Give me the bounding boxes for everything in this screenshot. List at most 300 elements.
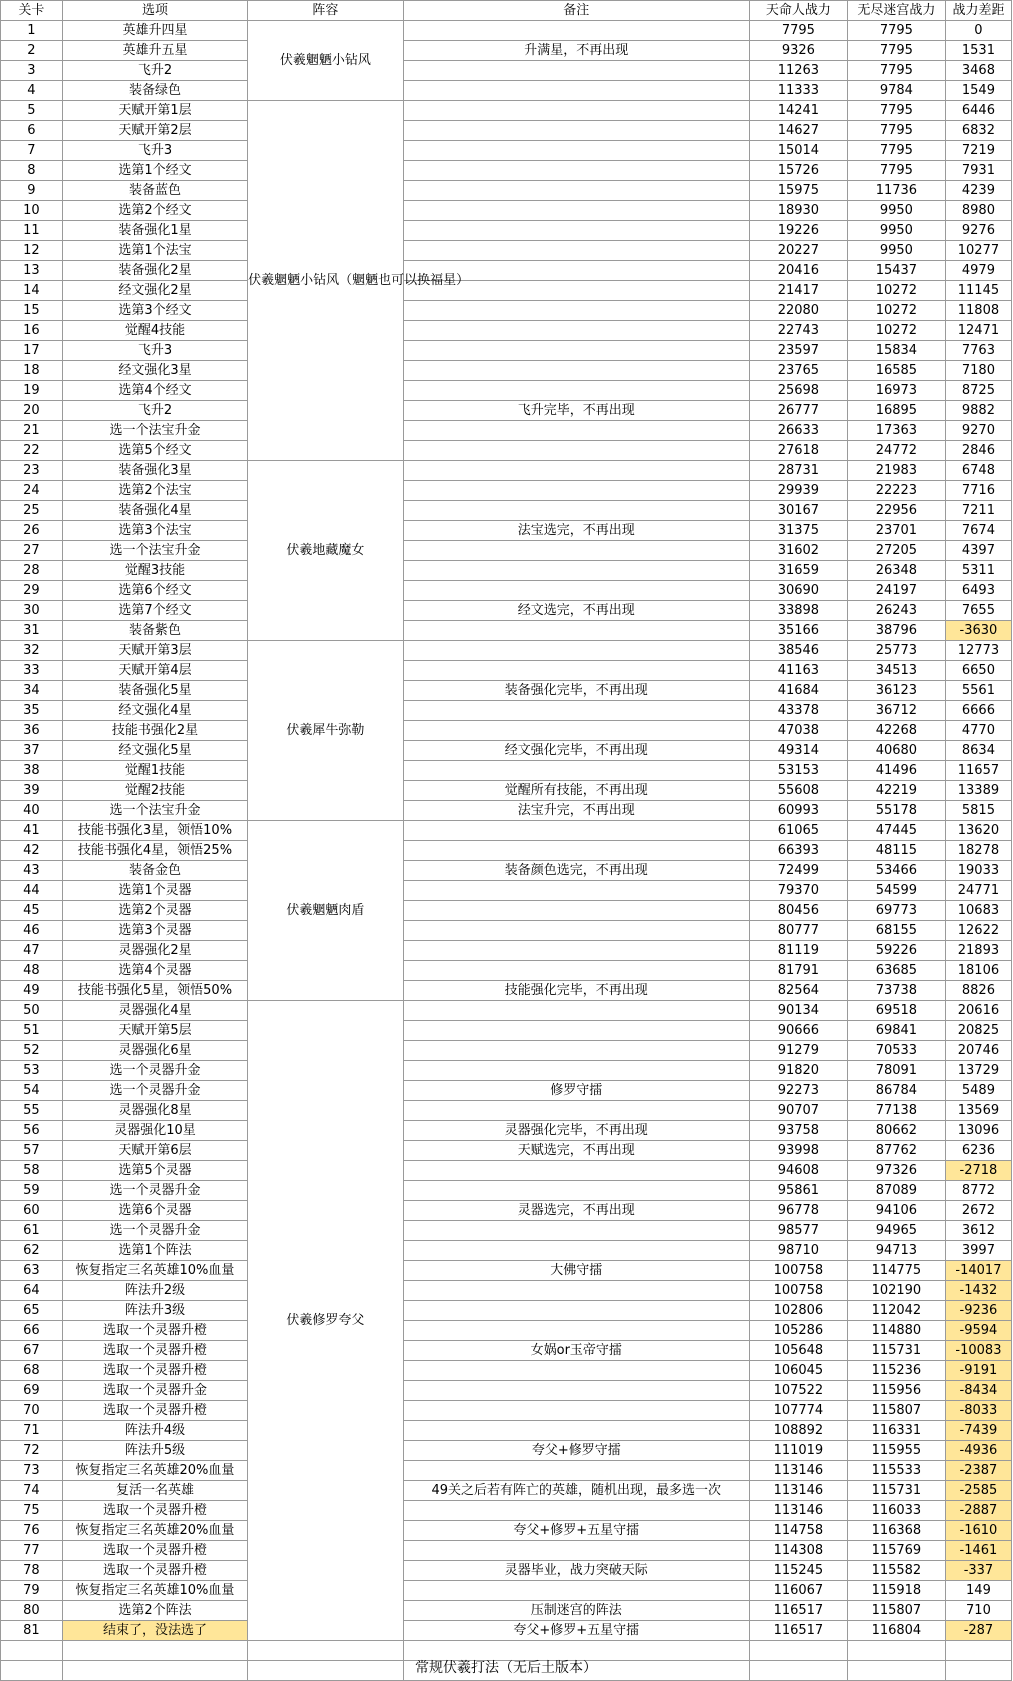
cell-power-maze: 69841	[847, 1021, 945, 1041]
cell-power-gap: 11808	[945, 301, 1011, 321]
cell-level: 7	[1, 141, 63, 161]
table-row	[1, 801, 1012, 821]
cell-option: 选第6个灵器	[62, 1201, 247, 1221]
cell-power-gap: -1461	[945, 1541, 1011, 1561]
table-row	[1, 521, 1012, 541]
cell-option: 经文强化3星	[62, 361, 247, 381]
cell-power-gap: 20616	[945, 1001, 1011, 1021]
cell-level: 63	[1, 1261, 63, 1281]
cell-power-gap: 11657	[945, 761, 1011, 781]
table-row	[1, 401, 1012, 421]
cell-note	[403, 821, 749, 841]
table-row	[1, 1561, 1012, 1581]
cell-power-gap: -287	[945, 1621, 1011, 1641]
cell-power-gap: 7655	[945, 601, 1011, 621]
cell-power-player: 11333	[749, 81, 847, 101]
cell-power-maze: 115956	[847, 1381, 945, 1401]
cell-note	[403, 321, 749, 341]
cell-option: 选取一个灵器升橙	[62, 1361, 247, 1381]
cell-note: 修罗守擂	[403, 1081, 749, 1101]
cell-power-maze: 116033	[847, 1501, 945, 1521]
cell-level: 70	[1, 1401, 63, 1421]
table-row	[1, 821, 1012, 841]
table-row	[1, 361, 1012, 381]
cell-option: 恢复指定三名英雄20%血量	[62, 1461, 247, 1481]
cell-power-gap: 13389	[945, 781, 1011, 801]
cell-level: 29	[1, 581, 63, 601]
table-row	[1, 761, 1012, 781]
cell-power-player: 113146	[749, 1461, 847, 1481]
cell-power-maze: 68155	[847, 921, 945, 941]
cell-power-player: 90666	[749, 1021, 847, 1041]
cell-power-gap: 8826	[945, 981, 1011, 1001]
cell-note	[403, 541, 749, 561]
cell-level: 59	[1, 1181, 63, 1201]
cell-note	[403, 221, 749, 241]
cell-power-player: 35166	[749, 621, 847, 641]
cell-power-player: 22743	[749, 321, 847, 341]
table-row	[1, 741, 1012, 761]
table-row	[1, 701, 1012, 721]
cell-power-gap: -1432	[945, 1281, 1011, 1301]
cell-power-player: 19226	[749, 221, 847, 241]
cell-note: 飞升完毕，不再出现	[403, 401, 749, 421]
cell-level: 23	[1, 461, 63, 481]
table-row	[1, 841, 1012, 861]
cell-power-player: 41684	[749, 681, 847, 701]
cell-power-player: 105648	[749, 1341, 847, 1361]
cell-level: 28	[1, 561, 63, 581]
cell-power-player: 31659	[749, 561, 847, 581]
cell-power-player: 90707	[749, 1101, 847, 1121]
cell-power-player: 116067	[749, 1581, 847, 1601]
table-row	[1, 1261, 1012, 1281]
cell-level: 40	[1, 801, 63, 821]
cell-note: 升满星，不再出现	[403, 41, 749, 61]
cell-power-player: 100758	[749, 1261, 847, 1281]
cell-power-gap: 11145	[945, 281, 1011, 301]
cell-level: 45	[1, 901, 63, 921]
table-row	[1, 1581, 1012, 1601]
cell-level: 78	[1, 1561, 63, 1581]
table-row	[1, 201, 1012, 221]
cell-power-player: 96778	[749, 1201, 847, 1221]
cell-power-gap: 9270	[945, 421, 1011, 441]
cell-power-gap: 5311	[945, 561, 1011, 581]
cell-option: 装备强化1星	[62, 221, 247, 241]
cell-power-gap: 12471	[945, 321, 1011, 341]
cell-level: 9	[1, 181, 63, 201]
table-row	[1, 1141, 1012, 1161]
cell-power-gap: -4936	[945, 1441, 1011, 1461]
cell-power-player: 102806	[749, 1301, 847, 1321]
table-row	[1, 1321, 1012, 1341]
cell-note	[403, 101, 749, 121]
table-row	[1, 1181, 1012, 1201]
cell-power-player: 28731	[749, 461, 847, 481]
cell-power-maze: 9784	[847, 81, 945, 101]
cell-option: 选第6个经文	[62, 581, 247, 601]
cell-note: 经文强化完毕，不再出现	[403, 741, 749, 761]
cell-power-gap: -9191	[945, 1361, 1011, 1381]
table-row	[1, 281, 1012, 301]
cell-power-gap: 13569	[945, 1101, 1011, 1121]
table-row	[1, 1401, 1012, 1421]
table-row	[1, 241, 1012, 261]
cell-note	[403, 641, 749, 661]
cell-power-gap: 2846	[945, 441, 1011, 461]
cell-power-maze: 38796	[847, 621, 945, 641]
table-row	[1, 101, 1012, 121]
cell-power-maze: 115955	[847, 1441, 945, 1461]
table-row	[1, 921, 1012, 941]
cell-option: 觉醒3技能	[62, 561, 247, 581]
cell-note	[403, 21, 749, 41]
cell-level: 8	[1, 161, 63, 181]
table-row	[1, 1441, 1012, 1461]
cell-level: 6	[1, 121, 63, 141]
table-row	[1, 161, 1012, 181]
cell-power-gap: 5815	[945, 801, 1011, 821]
cell-level: 77	[1, 1541, 63, 1561]
table-row	[1, 621, 1012, 641]
cell-power-player: 79370	[749, 881, 847, 901]
cell-power-gap: -337	[945, 1561, 1011, 1581]
cell-power-player: 25698	[749, 381, 847, 401]
cell-level: 65	[1, 1301, 63, 1321]
cell-lineup: 伏羲地藏魔女	[248, 461, 404, 641]
cell-power-maze: 102190	[847, 1281, 945, 1301]
cell-power-player: 15726	[749, 161, 847, 181]
cell-power-maze: 94106	[847, 1201, 945, 1221]
cell-option: 飞升3	[62, 141, 247, 161]
cell-power-maze: 7795	[847, 141, 945, 161]
cell-power-maze: 22956	[847, 501, 945, 521]
cell-level: 44	[1, 881, 63, 901]
cell-option: 灵器强化10星	[62, 1121, 247, 1141]
cell-option: 恢复指定三名英雄10%血量	[62, 1581, 247, 1601]
cell-power-gap: 3997	[945, 1241, 1011, 1261]
cell-power-player: 116517	[749, 1621, 847, 1641]
cell-power-gap: 7211	[945, 501, 1011, 521]
cell-power-player: 114308	[749, 1541, 847, 1561]
cell-option: 选第3个灵器	[62, 921, 247, 941]
cell-power-player: 33898	[749, 601, 847, 621]
cell-power-maze: 115582	[847, 1561, 945, 1581]
table-row	[1, 1601, 1012, 1621]
cell-option: 装备强化2星	[62, 261, 247, 281]
cell-power-maze: 87089	[847, 1181, 945, 1201]
cell-note	[403, 1001, 749, 1021]
cell-power-player: 82564	[749, 981, 847, 1001]
cell-power-gap: 19033	[945, 861, 1011, 881]
cell-option: 阵法升3级	[62, 1301, 247, 1321]
table-row	[1, 661, 1012, 681]
table-row	[1, 981, 1012, 1001]
table-row	[1, 261, 1012, 281]
cell-note	[403, 1421, 749, 1441]
cell-option: 灵器强化2星	[62, 941, 247, 961]
cell-level: 35	[1, 701, 63, 721]
cell-power-gap: -1610	[945, 1521, 1011, 1541]
cell-power-gap: 20825	[945, 1021, 1011, 1041]
cell-power-maze: 42268	[847, 721, 945, 741]
cell-note: 灵器毕业，战力突破天际	[403, 1561, 749, 1581]
cell-power-player: 113146	[749, 1481, 847, 1501]
table-row	[1, 1461, 1012, 1481]
cell-note	[403, 81, 749, 101]
cell-note: 大佛守擂	[403, 1261, 749, 1281]
cell-option: 天赋开第2层	[62, 121, 247, 141]
cell-level: 58	[1, 1161, 63, 1181]
cell-level: 79	[1, 1581, 63, 1601]
cell-power-maze: 69518	[847, 1001, 945, 1021]
table-row	[1, 581, 1012, 601]
cell-power-player: 31375	[749, 521, 847, 541]
table-row	[1, 681, 1012, 701]
cell-power-maze: 115731	[847, 1341, 945, 1361]
cell-note	[403, 1381, 749, 1401]
cell-option: 英雄升四星	[62, 21, 247, 41]
cell-power-player: 18930	[749, 201, 847, 221]
cell-power-maze: 78091	[847, 1061, 945, 1081]
cell-option: 选取一个灵器升橙	[62, 1321, 247, 1341]
cell-level: 61	[1, 1221, 63, 1241]
cell-option: 选第4个经文	[62, 381, 247, 401]
cell-power-maze: 34513	[847, 661, 945, 681]
cell-power-player: 66393	[749, 841, 847, 861]
cell-note	[403, 621, 749, 641]
cell-option: 天赋开第4层	[62, 661, 247, 681]
cell-option: 选一个法宝升金	[62, 421, 247, 441]
cell-level: 75	[1, 1501, 63, 1521]
cell-option: 装备金色	[62, 861, 247, 881]
cell-note: 经文选完，不再出现	[403, 601, 749, 621]
cell-power-maze: 23701	[847, 521, 945, 541]
cell-lineup: 伏羲魍魉小钻风（魍魉也可以换福星）	[248, 101, 404, 461]
cell-note	[403, 561, 749, 581]
table-row	[1, 1161, 1012, 1181]
cell-power-gap: 7180	[945, 361, 1011, 381]
cell-power-maze: 36712	[847, 701, 945, 721]
table-row	[1, 1201, 1012, 1221]
cell-power-gap: -9594	[945, 1321, 1011, 1341]
cell-level: 4	[1, 81, 63, 101]
cell-option: 天赋开第5层	[62, 1021, 247, 1041]
cell-power-gap: 1531	[945, 41, 1011, 61]
cell-power-player: 49314	[749, 741, 847, 761]
cell-note	[403, 181, 749, 201]
table-row	[1, 1361, 1012, 1381]
cell-power-player: 47038	[749, 721, 847, 741]
cell-power-player: 26633	[749, 421, 847, 441]
cell-option: 选一个灵器升金	[62, 1181, 247, 1201]
cell-power-gap: 6650	[945, 661, 1011, 681]
cell-power-maze: 59226	[847, 941, 945, 961]
cell-power-gap: 7674	[945, 521, 1011, 541]
cell-note: 灵器选完，不再出现	[403, 1201, 749, 1221]
cell-level: 71	[1, 1421, 63, 1441]
cell-note	[403, 161, 749, 181]
table-row	[1, 1061, 1012, 1081]
cell-power-maze: 7795	[847, 101, 945, 121]
cell-note	[403, 301, 749, 321]
cell-level: 66	[1, 1321, 63, 1341]
cell-power-player: 98577	[749, 1221, 847, 1241]
cell-power-player: 20227	[749, 241, 847, 261]
table-row	[1, 181, 1012, 201]
cell-note	[403, 201, 749, 221]
cell-power-player: 26777	[749, 401, 847, 421]
cell-power-player: 23597	[749, 341, 847, 361]
cell-lineup: 伏羲修罗夸父	[248, 1001, 404, 1641]
cell-option: 结束了，没法选了	[62, 1621, 247, 1641]
cell-level: 26	[1, 521, 63, 541]
cell-note	[403, 121, 749, 141]
cell-power-maze: 73738	[847, 981, 945, 1001]
cell-option: 选一个法宝升金	[62, 801, 247, 821]
cell-power-maze: 55178	[847, 801, 945, 821]
cell-option: 选第1个法宝	[62, 241, 247, 261]
cell-power-player: 11263	[749, 61, 847, 81]
table-row	[1, 381, 1012, 401]
cell-level: 50	[1, 1001, 63, 1021]
table-row	[1, 41, 1012, 61]
cell-note: 夸父+修罗+五星守擂	[403, 1521, 749, 1541]
cell-power-gap: 3468	[945, 61, 1011, 81]
cell-option: 天赋开第1层	[62, 101, 247, 121]
cell-power-maze: 21983	[847, 461, 945, 481]
cell-power-player: 43378	[749, 701, 847, 721]
cell-power-gap: -14017	[945, 1261, 1011, 1281]
cell-power-maze: 7795	[847, 161, 945, 181]
cell-power-player: 55608	[749, 781, 847, 801]
table-row	[1, 341, 1012, 361]
cell-option: 复活一名英雄	[62, 1481, 247, 1501]
cell-power-gap: -2585	[945, 1481, 1011, 1501]
cell-level: 76	[1, 1521, 63, 1541]
cell-power-maze: 80662	[847, 1121, 945, 1141]
cell-note: 觉醒所有技能，不再出现	[403, 781, 749, 801]
cell-power-gap: 9882	[945, 401, 1011, 421]
cell-note	[403, 881, 749, 901]
cell-note	[403, 901, 749, 921]
cell-power-maze: 11736	[847, 181, 945, 201]
header-option: 选项	[62, 1, 247, 21]
cell-level: 33	[1, 661, 63, 681]
cell-level: 74	[1, 1481, 63, 1501]
cell-note	[403, 1061, 749, 1081]
cell-option: 觉醒1技能	[62, 761, 247, 781]
cell-note	[403, 1541, 749, 1561]
cell-power-maze: 16585	[847, 361, 945, 381]
cell-power-player: 107522	[749, 1381, 847, 1401]
cell-note	[403, 361, 749, 381]
cell-option: 技能书强化3星，领悟10%	[62, 821, 247, 841]
cell-power-player: 30690	[749, 581, 847, 601]
table-row	[1, 1381, 1012, 1401]
cell-note: 灵器强化完毕，不再出现	[403, 1121, 749, 1141]
table-row	[1, 881, 1012, 901]
cell-note	[403, 141, 749, 161]
cell-lineup: 伏羲魍魉小钻风	[248, 21, 404, 101]
cell-note	[403, 701, 749, 721]
cell-level: 25	[1, 501, 63, 521]
cell-power-player: 9326	[749, 41, 847, 61]
cell-note: 法宝选完，不再出现	[403, 521, 749, 541]
cell-power-player: 116517	[749, 1601, 847, 1621]
cell-power-player: 111019	[749, 1441, 847, 1461]
cell-option: 灵器强化8星	[62, 1101, 247, 1121]
cell-power-gap: 12622	[945, 921, 1011, 941]
cell-option: 选取一个灵器升金	[62, 1381, 247, 1401]
table-row	[1, 1221, 1012, 1241]
cell-power-maze: 115807	[847, 1401, 945, 1421]
cell-power-maze: 7795	[847, 21, 945, 41]
cell-option: 选第2个灵器	[62, 901, 247, 921]
cell-power-maze: 10272	[847, 281, 945, 301]
cell-note	[403, 1041, 749, 1061]
cell-power-gap: 8725	[945, 381, 1011, 401]
cell-option: 飞升3	[62, 341, 247, 361]
cell-note: 技能强化完毕，不再出现	[403, 981, 749, 1001]
cell-power-maze: 24772	[847, 441, 945, 461]
cell-note	[403, 481, 749, 501]
cell-power-maze: 16973	[847, 381, 945, 401]
cell-power-player: 23765	[749, 361, 847, 381]
cell-note: 夸父+修罗守擂	[403, 1441, 749, 1461]
cell-power-maze: 54599	[847, 881, 945, 901]
cell-power-gap: 3612	[945, 1221, 1011, 1241]
table-row	[1, 601, 1012, 621]
cell-power-maze: 97326	[847, 1161, 945, 1181]
cell-option: 选取一个灵器升橙	[62, 1401, 247, 1421]
cell-power-player: 93998	[749, 1141, 847, 1161]
cell-option: 恢复指定三名英雄10%血量	[62, 1261, 247, 1281]
cell-power-maze: 94713	[847, 1241, 945, 1261]
cell-power-gap: 2672	[945, 1201, 1011, 1221]
cell-note	[403, 1461, 749, 1481]
cell-power-player: 22080	[749, 301, 847, 321]
cell-option: 天赋开第3层	[62, 641, 247, 661]
cell-option: 选一个灵器升金	[62, 1221, 247, 1241]
table-row	[1, 481, 1012, 501]
cell-power-gap: -8434	[945, 1381, 1011, 1401]
cell-power-gap: 6666	[945, 701, 1011, 721]
sheet-caption: 常规伏羲打法（无后土版本）	[415, 1660, 597, 1676]
cell-note	[403, 421, 749, 441]
cell-option: 飞升2	[62, 61, 247, 81]
cell-power-maze: 87762	[847, 1141, 945, 1161]
cell-power-gap: 6446	[945, 101, 1011, 121]
table-row	[1, 901, 1012, 921]
cell-power-gap: -3630	[945, 621, 1011, 641]
cell-power-gap: 12773	[945, 641, 1011, 661]
cell-power-player: 27618	[749, 441, 847, 461]
cell-power-gap: -7439	[945, 1421, 1011, 1441]
cell-level: 48	[1, 961, 63, 981]
cell-power-maze: 25773	[847, 641, 945, 661]
cell-level: 72	[1, 1441, 63, 1461]
table-row	[1, 321, 1012, 341]
cell-power-player: 41163	[749, 661, 847, 681]
cell-level: 80	[1, 1601, 63, 1621]
cell-option: 英雄升五星	[62, 41, 247, 61]
cell-power-gap: 1549	[945, 81, 1011, 101]
cell-power-maze: 9950	[847, 201, 945, 221]
cell-level: 14	[1, 281, 63, 301]
cell-level: 17	[1, 341, 63, 361]
